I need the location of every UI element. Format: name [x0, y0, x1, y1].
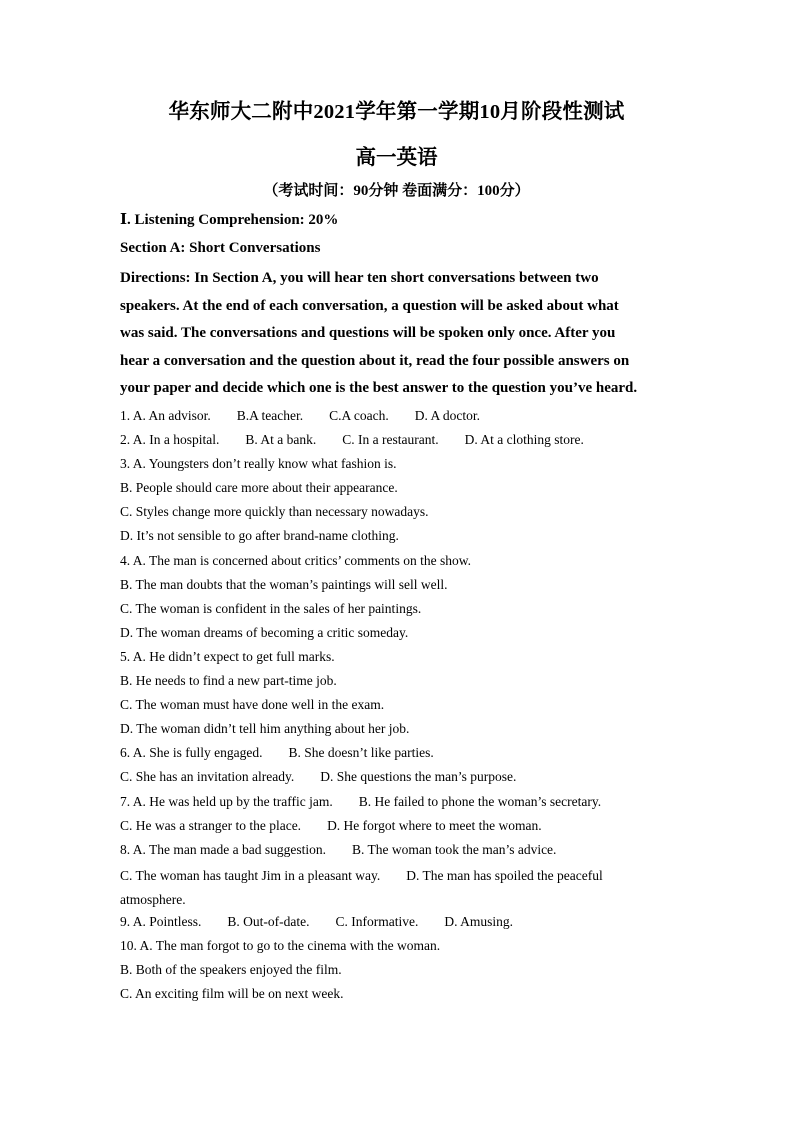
option-line: D. The woman didn’t tell him anything about her job. — [120, 721, 410, 737]
question-8-ab — [120, 840, 680, 864]
option: B.A teacher. — [236, 408, 304, 423]
option: 1. A. An advisor. — [120, 408, 211, 423]
directions-line: hear a conversation and the question about it, read the four possible answers on — [120, 352, 630, 369]
question-2 — [120, 430, 680, 454]
option-line: B. People should care more about their appearance. — [120, 480, 398, 496]
question-6-cd — [120, 767, 680, 791]
question-7-cd — [120, 816, 680, 840]
option-line: B. He needs to find a new part-time job. — [120, 673, 337, 689]
option-line: C. The woman is confident in the sales of her paintings. — [120, 600, 422, 616]
option: C. He was a stranger to the place. — [120, 817, 302, 833]
option: C. Informative. — [335, 913, 419, 929]
option: B. She doesn’t like parties. — [288, 745, 434, 761]
option: 7. A. He was held up by the traffic jam. — [120, 793, 333, 809]
option: 2. A. In a hospital. — [120, 432, 220, 448]
option-line: 5. A. He didn’t expect to get full marks. — [120, 648, 335, 664]
option-line: D. It’s not sensible to go after brand-name clothing. — [120, 528, 399, 544]
option: 9. A. Pointless. — [120, 913, 202, 929]
option: 8. A. The man made a bad suggestion. — [120, 841, 326, 857]
section-heading: Section A: Short Conversations — [120, 240, 321, 256]
option-line: D. The woman dreams of becoming a critic someday. — [120, 624, 409, 640]
directions-line: your paper and decide which one is the best answer to the question you’ve heard. — [120, 380, 638, 396]
option: D. The man has spoiled the peaceful atmosphere. — [120, 867, 603, 907]
option: B. The woman took the man’s advice. — [351, 841, 557, 857]
option: B. At a bank. — [245, 432, 317, 448]
option: D. At a clothing store. — [464, 432, 584, 448]
option: D. She questions the man’s purpose. — [320, 769, 517, 785]
option: D. A doctor. — [414, 408, 481, 423]
option: B. Out-of-date. — [227, 913, 310, 929]
option-line: C. An exciting film will be on next week. — [120, 986, 344, 1002]
option-line: C. The woman must have done well in the exam. — [120, 697, 385, 713]
option-line: C. Styles change more quickly than necessary nowadays. — [120, 504, 429, 520]
subject-title: 高一英语 — [355, 147, 438, 169]
question-1 — [120, 406, 680, 430]
question-6-ab — [120, 743, 680, 767]
option: C. In a restaurant. — [342, 432, 439, 448]
option: C.A coach. — [329, 408, 389, 423]
exam-title: 华东师大二附中2021学年第一学期10月阶段性测试 — [168, 101, 625, 123]
option-line: 10. A. The man forgot to go to the cinema with the woman. — [120, 938, 441, 954]
option: C. The woman has taught Jim in a pleasant way. — [120, 867, 381, 883]
option: B. He failed to phone the woman’s secretary. — [358, 793, 602, 809]
question-9 — [120, 912, 680, 936]
option-line: 3. A. Youngsters don’t really know what fashion is. — [120, 456, 397, 472]
question-8-cd — [120, 864, 640, 912]
option: D. Amusing. — [444, 913, 513, 929]
option: D. He forgot where to meet the woman. — [327, 817, 542, 833]
question-7-ab — [120, 792, 680, 816]
directions-line: Directions: In Section A, you will hear ten short conversations between two — [120, 270, 599, 286]
directions-line: speakers. At the end of each conversation, a question will be asked about what — [120, 297, 619, 314]
question-list — [120, 406, 680, 1008]
option: C. She has an invitation already. — [120, 769, 295, 785]
directions-line: was said. The conversations and questions will be spoken only once. After you — [120, 325, 616, 341]
option: 6. A. She is fully engaged. — [120, 745, 263, 761]
option-line: 4. A. The man is concerned about critics’ comments on the show. — [120, 552, 472, 568]
option-line: B. Both of the speakers enjoyed the film. — [120, 962, 342, 978]
exam-info: （考试时间：90分钟 卷面满分：100分） — [263, 183, 530, 199]
option-line: B. The man doubts that the woman’s paintings will sell well. — [120, 576, 448, 592]
directions — [120, 265, 680, 403]
part-heading: Ⅰ. Listening Comprehension: 20% — [120, 212, 339, 228]
